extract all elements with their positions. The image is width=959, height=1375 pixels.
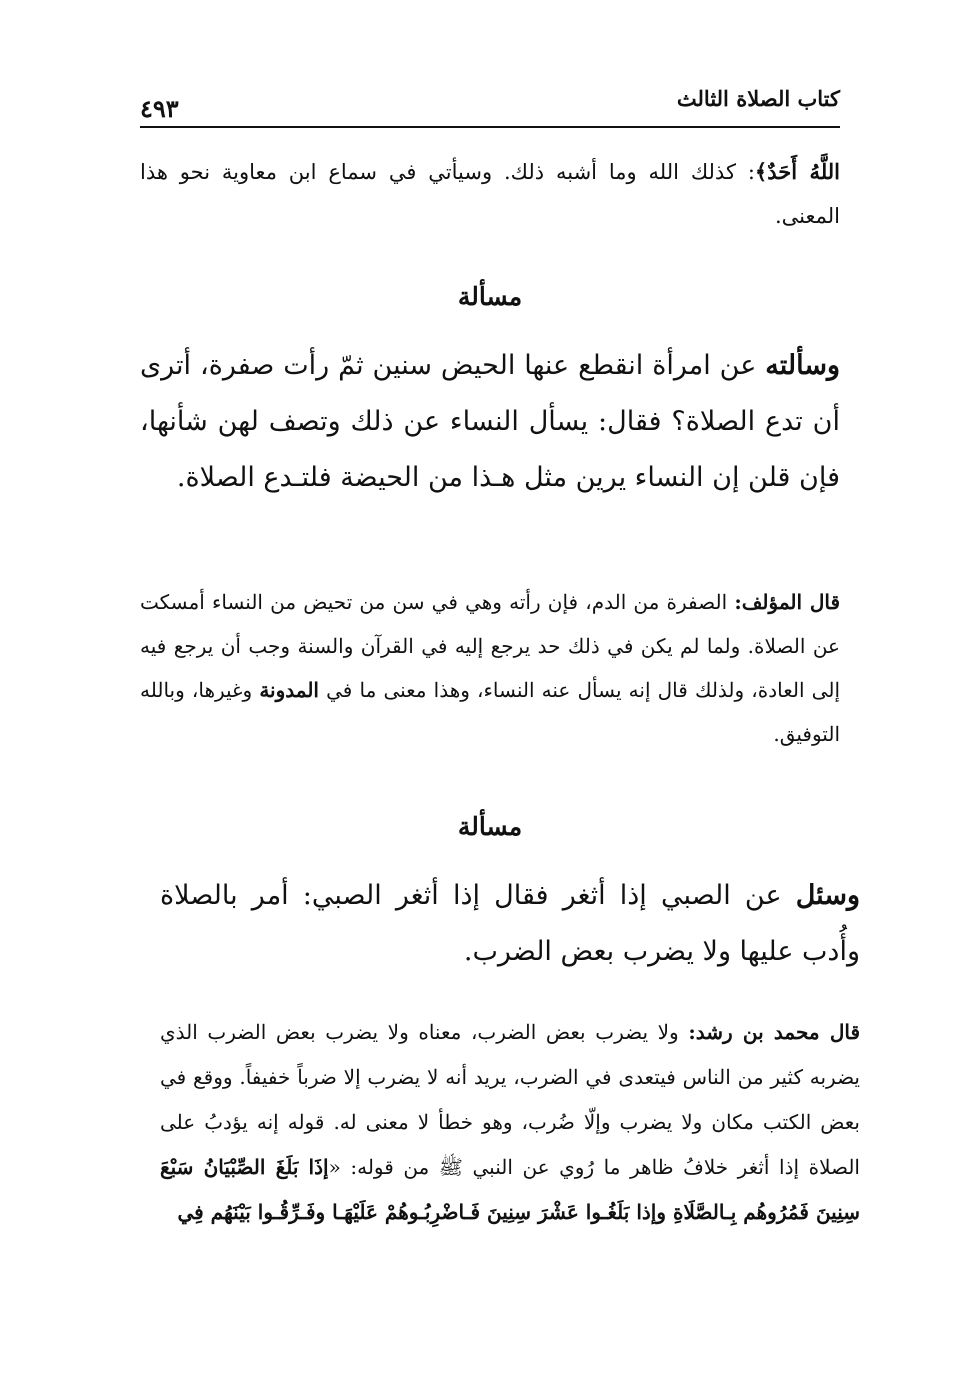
section-heading: مسألة (457, 812, 523, 841)
question-paragraph (140, 338, 840, 506)
question-paragraph (160, 868, 860, 980)
commentary-lead: قال محمد بن رشد: (688, 1020, 861, 1044)
commentary-text: الصفرة من الدم، فإن رأته وهي في سن من تحيض من النساء أمسكت عن الصلاة. ولما لم يكن في ذلك حد يرجع إليه في القرآن والسنة وجب أن يرجع فيه إلى العادة، ولذلك قال إنه يسأل عنه النساء، وهذا معنى ما في (140, 590, 841, 702)
commentary-paragraph (160, 1010, 860, 1235)
question-lead: وسألته (765, 350, 840, 381)
hadith-quote: إذَا بَلَغَ الصِّبْيَانُ سَبْعَ سِنِينَ فَمُرُوهُم بِـالصَّلَاةِ وإذا بَلَغُـوا عَشْرَ سِنِينَ فَـاضْرِبُـوهُمْ عَلَيْهَـا وفَـرِّقُـوا بَيْنَهُم فِي (160, 1155, 860, 1224)
commentary-lead: قال المؤلف: (734, 590, 841, 614)
commentary-text: ولا يضرب بعض الضرب، معناه ولا يضرب بعض الضرب الذي يضربه كثير من الناس فيتعدى في الضرب، يريد أنه لا يضرب إلا ضرباً خفيفاً. ووقع في بعض الكتب مكان ولا يضرب وإلّا ضُرب، وهو خطأ لا معنى له. قوله إنه يؤدبُ على الصلاة إذا أثغر خلافُ ظاهر ما رُوي عن النبي ﷺ من قوله: « (160, 1020, 860, 1179)
page-header (140, 80, 840, 128)
quran-verse: اللَّهُ أَحَدٌ﴾ (754, 159, 840, 184)
question-lead: وسئل (795, 880, 860, 911)
question-text: عن الصبي إذا أثغر فقال إذا أثغر الصبي: أمر بالصلاة وأُدب عليها ولا يضرب بعض الضرب. (160, 880, 860, 967)
question-text: عن امرأة انقطع عنها الحيض سنين ثمّ رأت صفرة، أترى أن تدع الصلاة؟ فقال: يسأل النساء عن ذلك وتصف لهن شأنها، فإن قلن إن النساء يرين مثل هـذا من الحيضة فلتـدع الصلاة. (140, 350, 840, 493)
commentary-paragraph (140, 580, 840, 756)
commentary-text-end: وغيرها، وبالله التوفيق. (140, 678, 840, 746)
running-title: كتاب الصلاة الثالث (676, 86, 840, 111)
section-heading: مسألة (457, 282, 523, 311)
intro-text: : كذلك الله وما أشبه ذلك. وسيأتي في سماع ابن معاوية نحو هذا المعنى. (140, 160, 840, 228)
intro-paragraph (140, 150, 840, 238)
page-number: ٤٩٣ (140, 94, 179, 123)
book-title: المدونة (259, 678, 319, 702)
